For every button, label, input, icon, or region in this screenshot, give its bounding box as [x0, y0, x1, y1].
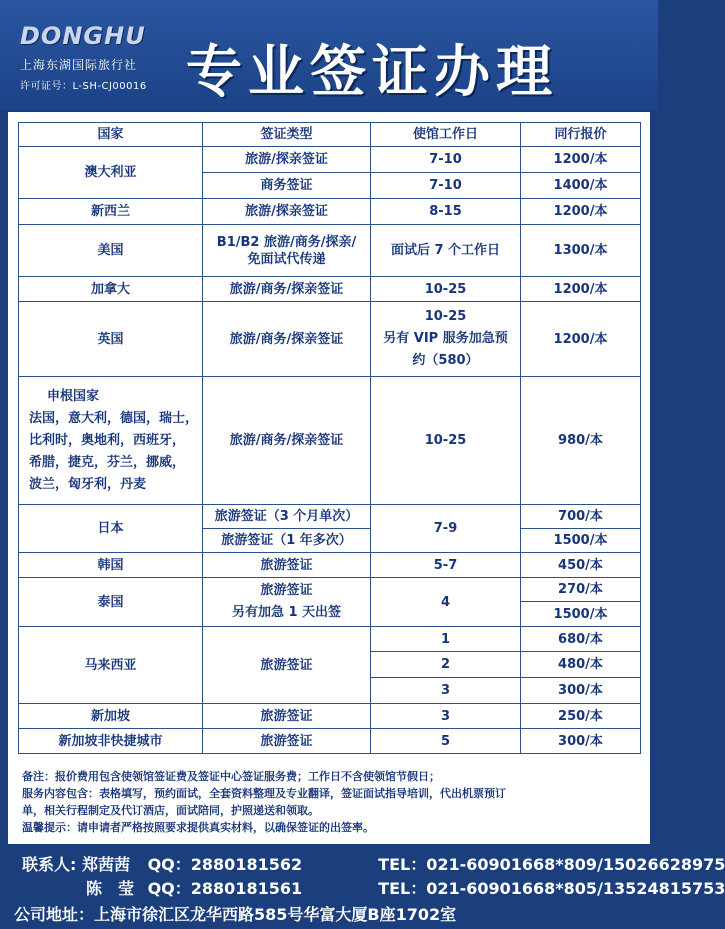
company-name: 上海东湖国际旅行社	[20, 58, 138, 72]
country-cell-schengen	[19, 377, 203, 505]
country-cell: 新加坡非快捷城市	[19, 729, 203, 754]
country-cell: 澳大利亚	[19, 147, 203, 199]
notes-section	[22, 768, 642, 836]
days-cell: 4	[371, 578, 521, 627]
country-cell: 新加坡	[19, 704, 203, 729]
visa-type-cell: 商务签证	[203, 173, 371, 199]
note-services-cont: 单，相关行程制定及代订酒店，面试陪同，护照递送和领取。	[22, 804, 319, 817]
license-number: 许可证号：L-SH-CJ00016	[20, 81, 147, 92]
table-row	[19, 553, 641, 578]
days-cell: 10-25	[371, 277, 521, 302]
note-remarks: 备注：报价费用包含使领馆签证费及签证中心签证服务费；工作日不含使领馆节假日；	[22, 770, 440, 783]
visa-type-cell	[203, 578, 371, 627]
company-address: 公司地址：上海市徐汇区龙华西路585号华富大厦B座1702室	[14, 905, 457, 924]
visa-type-cell: 旅游签证	[203, 627, 371, 704]
price-cell: 1200/本	[521, 199, 641, 225]
days-cell: 1	[371, 627, 521, 652]
days-cell: 3	[371, 704, 521, 729]
days-cell: 5	[371, 729, 521, 754]
country-cell: 韩国	[19, 553, 203, 578]
header-visa-type: 签证类型	[203, 123, 371, 147]
visa-type-line: 免面试代传递	[247, 251, 326, 267]
price-cell: 1200/本	[521, 302, 641, 377]
days-cell: 7-9	[371, 505, 521, 553]
days-line: 约（580）	[412, 353, 479, 368]
table-row	[19, 729, 641, 754]
days-cell: 面试后 7 个工作日	[371, 225, 521, 277]
table-row	[19, 199, 641, 225]
visa-type-cell: 旅游/商务/探亲签证	[203, 277, 371, 302]
country-cell: 日本	[19, 505, 203, 553]
visa-type-line: B1/B2 旅游/商务/探亲/	[216, 234, 357, 250]
contact-row	[22, 876, 725, 899]
contact-qq: QQ：2880181561	[147, 879, 303, 898]
price-cell: 300/本	[521, 729, 641, 754]
schengen-countries-line: 法国，意大利，德国，瑞士，	[29, 410, 199, 426]
visa-type-cell: 旅游/探亲签证	[203, 147, 371, 173]
contact-name: 陈 莹	[86, 879, 135, 898]
contact-tel: TEL：021-60901668*809/15026628975	[378, 855, 725, 874]
table-row	[19, 147, 641, 173]
price-cell: 270/本	[521, 578, 641, 602]
header-working-days: 使馆工作日	[371, 123, 521, 147]
table-row	[19, 627, 641, 652]
schengen-countries-line: 比利时，奥地利，西班牙，	[29, 432, 186, 448]
price-cell: 450/本	[521, 553, 641, 578]
days-line: 另有 VIP 服务加急预	[383, 331, 508, 346]
visa-type-cell	[203, 225, 371, 277]
visa-type-cell: 旅游签证（3 个月单次）	[203, 505, 371, 529]
country-cell: 美国	[19, 225, 203, 277]
visa-type-cell: 旅游签证	[203, 729, 371, 754]
table-row	[19, 377, 641, 505]
header-banner	[0, 0, 658, 110]
note-tip: 温馨提示：请申请者严格按照要求提供真实材料，以确保签证的出签率。	[22, 821, 374, 834]
days-cell: 5-7	[371, 553, 521, 578]
price-cell: 1400/本	[521, 173, 641, 199]
contact-qq: QQ：2880181562	[147, 855, 303, 874]
header-price: 同行报价	[521, 123, 641, 147]
table-row	[19, 302, 641, 377]
visa-type-cell: 旅游签证	[203, 704, 371, 729]
price-cell: 980/本	[521, 377, 641, 505]
days-cell: 2	[371, 652, 521, 678]
price-cell: 1300/本	[521, 225, 641, 277]
price-cell: 1500/本	[521, 529, 641, 553]
logo	[20, 22, 180, 92]
price-cell: 1200/本	[521, 277, 641, 302]
visa-type-cell: 旅游/探亲签证	[203, 199, 371, 225]
table-row	[19, 704, 641, 729]
days-line: 10-25	[424, 309, 467, 324]
price-cell: 300/本	[521, 678, 641, 704]
page-title: 专业签证办理	[186, 40, 558, 105]
contact-row	[22, 852, 725, 875]
schengen-countries-line: 波兰，匈牙利，丹麦	[29, 476, 147, 492]
days-cell: 8-15	[371, 199, 521, 225]
country-cell: 英国	[19, 302, 203, 377]
contact-tel: TEL：021-60901668*805/13524815753	[378, 879, 725, 898]
days-cell	[371, 302, 521, 377]
days-cell: 3	[371, 678, 521, 704]
schengen-countries-line: 希腊，捷克，芬兰，挪威，	[29, 454, 186, 470]
table-row	[19, 225, 641, 277]
table-header-row	[19, 123, 641, 147]
table-row	[19, 578, 641, 602]
visa-type-line: 另有加急 1 天出签	[231, 605, 342, 620]
visa-type-cell: 旅游/商务/探亲签证	[203, 302, 371, 377]
note-services: 服务内容包含：表格填写，预约面试，全套资料整理及专业翻译，签证面试指导培训，代出机票预订	[22, 787, 506, 800]
schengen-title: 申根国家	[47, 388, 100, 404]
footer-contact	[0, 846, 725, 929]
logo-wordmark: DONGHU	[20, 22, 146, 50]
contact-name: 联系人: 郑茜茜	[22, 855, 130, 874]
price-cell: 680/本	[521, 627, 641, 652]
visa-type-line: 旅游签证	[260, 583, 313, 598]
visa-type-cell: 旅游/商务/探亲签证	[203, 377, 371, 505]
visa-type-cell: 旅游签证（1 年多次）	[203, 529, 371, 553]
country-cell: 泰国	[19, 578, 203, 627]
visa-type-cell: 旅游签证	[203, 553, 371, 578]
days-cell: 10-25	[371, 377, 521, 505]
price-cell: 1200/本	[521, 147, 641, 173]
table-row	[19, 505, 641, 529]
table-row	[19, 277, 641, 302]
days-cell: 7-10	[371, 147, 521, 173]
country-cell: 加拿大	[19, 277, 203, 302]
price-cell: 480/本	[521, 652, 641, 678]
country-cell: 新西兰	[19, 199, 203, 225]
header-country: 国家	[19, 123, 203, 147]
price-cell: 700/本	[521, 505, 641, 529]
visa-price-table	[18, 122, 641, 754]
country-cell: 马来西亚	[19, 627, 203, 704]
price-cell: 250/本	[521, 704, 641, 729]
days-cell: 7-10	[371, 173, 521, 199]
price-cell: 1500/本	[521, 602, 641, 627]
